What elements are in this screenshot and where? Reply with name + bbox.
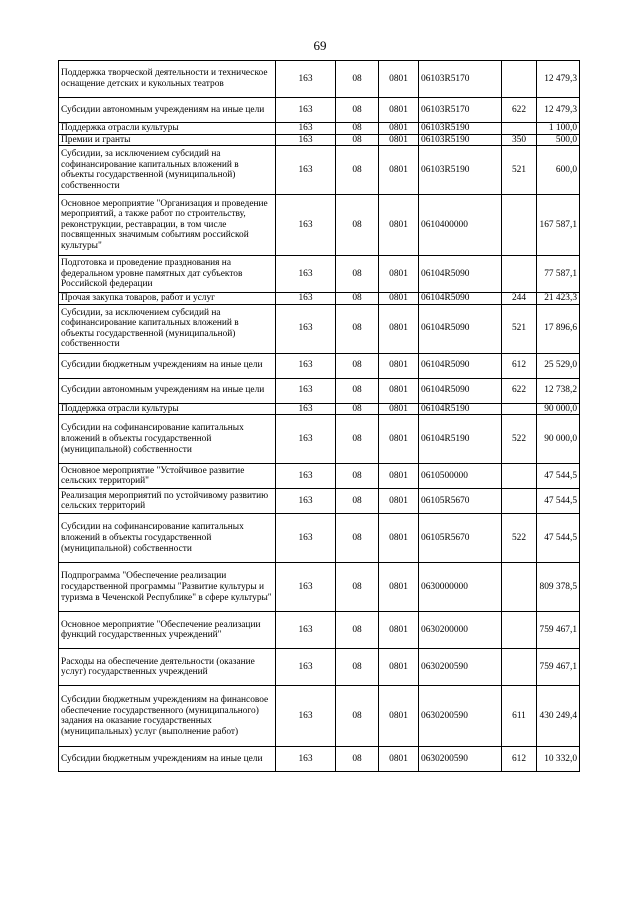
cell-subsection: 0801	[379, 378, 419, 403]
table-row	[59, 612, 580, 649]
cell-department-code: 163	[276, 123, 336, 135]
cell-name: Поддержка отрасли культуры	[59, 123, 276, 135]
cell-amount: 90 000,0	[537, 415, 580, 464]
cell-subsection: 0801	[379, 134, 419, 146]
cell-name: Подпрограмма "Обеспечение реализации государственной программы "Развитие культуры и туризма в Чеченской Республике" в сфере культуры"	[59, 563, 276, 612]
cell-department-code: 163	[276, 415, 336, 464]
budget-table-body	[59, 61, 580, 772]
cell-section: 08	[336, 353, 379, 378]
cell-amount: 430 249,4	[537, 686, 580, 747]
cell-subsection: 0801	[379, 353, 419, 378]
cell-department-code: 163	[276, 686, 336, 747]
cell-section: 08	[336, 195, 379, 256]
cell-department-code: 163	[276, 747, 336, 772]
table-row	[59, 134, 580, 146]
cell-section: 08	[336, 747, 379, 772]
cell-section: 08	[336, 123, 379, 135]
cell-expense-type	[502, 649, 537, 686]
cell-target-article: 0630200000	[419, 612, 502, 649]
cell-subsection: 0801	[379, 415, 419, 464]
cell-name: Субсидии автономным учреждениям на иные цели	[59, 98, 276, 123]
cell-department-code: 163	[276, 195, 336, 256]
cell-amount: 809 378,5	[537, 563, 580, 612]
cell-department-code: 163	[276, 489, 336, 514]
cell-amount: 21 423,3	[537, 293, 580, 305]
cell-name: Субсидии бюджетным учреждениям на финансовое обеспечение государственного (муниципального) задания на оказание государственных (муниципальных) услуг (выполнение работ)	[59, 686, 276, 747]
cell-department-code: 163	[276, 134, 336, 146]
cell-department-code: 163	[276, 98, 336, 123]
cell-section: 08	[336, 403, 379, 415]
cell-target-article: 0630200590	[419, 747, 502, 772]
cell-target-article: 06104R5190	[419, 415, 502, 464]
cell-target-article: 0630200590	[419, 686, 502, 747]
cell-department-code: 163	[276, 612, 336, 649]
table-row	[59, 403, 580, 415]
table-row	[59, 747, 580, 772]
cell-section: 08	[336, 378, 379, 403]
cell-expense-type: 521	[502, 146, 537, 195]
cell-section: 08	[336, 61, 379, 98]
cell-amount: 47 544,5	[537, 514, 580, 563]
table-row	[59, 195, 580, 256]
table-row	[59, 123, 580, 135]
cell-department-code: 163	[276, 514, 336, 563]
cell-department-code: 163	[276, 563, 336, 612]
cell-target-article: 06104R5090	[419, 293, 502, 305]
cell-department-code: 163	[276, 464, 336, 489]
cell-target-article: 0610500000	[419, 464, 502, 489]
table-row	[59, 353, 580, 378]
cell-expense-type	[502, 489, 537, 514]
cell-department-code: 163	[276, 61, 336, 98]
cell-expense-type: 522	[502, 514, 537, 563]
cell-expense-type: 612	[502, 747, 537, 772]
cell-department-code: 163	[276, 649, 336, 686]
cell-section: 08	[336, 649, 379, 686]
cell-target-article: 06105R5670	[419, 514, 502, 563]
cell-target-article: 06104R5090	[419, 378, 502, 403]
cell-target-article: 0630000000	[419, 563, 502, 612]
table-row	[59, 378, 580, 403]
cell-amount: 90 000,0	[537, 403, 580, 415]
cell-name: Субсидии на софинансирование капитальных вложений в объекты государственной (муниципальной) собственности	[59, 415, 276, 464]
cell-amount: 759 467,1	[537, 612, 580, 649]
cell-amount: 25 529,0	[537, 353, 580, 378]
cell-expense-type: 244	[502, 293, 537, 305]
cell-name: Основное мероприятие "Обеспечение реализации функций государственных учреждений"	[59, 612, 276, 649]
cell-subsection: 0801	[379, 649, 419, 686]
cell-section: 08	[336, 98, 379, 123]
cell-expense-type: 522	[502, 415, 537, 464]
cell-department-code: 163	[276, 353, 336, 378]
cell-target-article: 06104R5090	[419, 304, 502, 353]
cell-department-code: 163	[276, 304, 336, 353]
table-row	[59, 415, 580, 464]
cell-expense-type	[502, 61, 537, 98]
cell-subsection: 0801	[379, 98, 419, 123]
cell-name: Расходы на обеспечение деятельности (оказание услуг) государственных учреждений	[59, 649, 276, 686]
cell-expense-type	[502, 563, 537, 612]
cell-name: Субсидии бюджетным учреждениям на иные цели	[59, 747, 276, 772]
cell-expense-type	[502, 403, 537, 415]
cell-amount: 12 738,2	[537, 378, 580, 403]
cell-section: 08	[336, 146, 379, 195]
cell-target-article: 0630200590	[419, 649, 502, 686]
cell-department-code: 163	[276, 403, 336, 415]
cell-section: 08	[336, 293, 379, 305]
cell-subsection: 0801	[379, 293, 419, 305]
cell-department-code: 163	[276, 378, 336, 403]
cell-subsection: 0801	[379, 514, 419, 563]
cell-name: Субсидии автономным учреждениям на иные цели	[59, 378, 276, 403]
cell-expense-type: 521	[502, 304, 537, 353]
cell-subsection: 0801	[379, 612, 419, 649]
cell-target-article: 06104R5090	[419, 256, 502, 293]
cell-name: Основное мероприятие "Организация и проведение мероприятий, а также работ по строительству, реконструкции, реставрации, в том числе посвященных значимым событиям российской культуры"	[59, 195, 276, 256]
cell-expense-type	[502, 464, 537, 489]
table-row	[59, 464, 580, 489]
cell-expense-type: 611	[502, 686, 537, 747]
cell-section: 08	[336, 563, 379, 612]
cell-expense-type: 622	[502, 98, 537, 123]
cell-target-article: 06103R5190	[419, 146, 502, 195]
cell-name: Подготовка и проведение празднования на федеральном уровне памятных дат субъектов Российской федерации	[59, 256, 276, 293]
cell-subsection: 0801	[379, 686, 419, 747]
cell-amount: 10 332,0	[537, 747, 580, 772]
cell-subsection: 0801	[379, 256, 419, 293]
cell-subsection: 0801	[379, 464, 419, 489]
table-row	[59, 61, 580, 98]
cell-department-code: 163	[276, 293, 336, 305]
cell-amount: 12 479,3	[537, 61, 580, 98]
cell-amount: 759 467,1	[537, 649, 580, 686]
cell-name: Субсидии на софинансирование капитальных вложений в объекты государственной (муниципальной) собственности	[59, 514, 276, 563]
cell-target-article: 06103R5170	[419, 61, 502, 98]
table-row	[59, 293, 580, 305]
cell-subsection: 0801	[379, 146, 419, 195]
cell-name: Субсидии, за исключением субсидий на софинансирование капитальных вложений в объекты государственной (муниципальной) собственности	[59, 146, 276, 195]
table-row	[59, 514, 580, 563]
cell-target-article: 0610400000	[419, 195, 502, 256]
cell-subsection: 0801	[379, 61, 419, 98]
cell-expense-type	[502, 612, 537, 649]
cell-amount: 167 587,1	[537, 195, 580, 256]
cell-department-code: 163	[276, 146, 336, 195]
cell-target-article: 06104R5090	[419, 353, 502, 378]
cell-expense-type	[502, 256, 537, 293]
cell-subsection: 0801	[379, 123, 419, 135]
cell-section: 08	[336, 134, 379, 146]
cell-subsection: 0801	[379, 304, 419, 353]
table-row	[59, 256, 580, 293]
table-row	[59, 146, 580, 195]
cell-amount: 1 100,0	[537, 123, 580, 135]
table-row	[59, 563, 580, 612]
cell-target-article: 06104R5190	[419, 403, 502, 415]
cell-subsection: 0801	[379, 403, 419, 415]
cell-section: 08	[336, 256, 379, 293]
cell-name: Поддержка отрасли культуры	[59, 403, 276, 415]
cell-section: 08	[336, 415, 379, 464]
cell-name: Поддержка творческой деятельности и техническое оснащение детских и кукольных театров	[59, 61, 276, 98]
cell-amount: 77 587,1	[537, 256, 580, 293]
cell-department-code: 163	[276, 256, 336, 293]
cell-expense-type: 612	[502, 353, 537, 378]
cell-name: Реализация мероприятий по устойчивому развитию сельских территорий	[59, 489, 276, 514]
cell-target-article: 06103R5190	[419, 134, 502, 146]
cell-subsection: 0801	[379, 489, 419, 514]
cell-section: 08	[336, 464, 379, 489]
cell-expense-type	[502, 123, 537, 135]
cell-section: 08	[336, 304, 379, 353]
table-row	[59, 686, 580, 747]
budget-table	[58, 60, 580, 772]
table-row	[59, 98, 580, 123]
cell-target-article: 06103R5170	[419, 98, 502, 123]
cell-target-article: 06103R5190	[419, 123, 502, 135]
cell-name: Основное мероприятие "Устойчивое развитие сельских территорий"	[59, 464, 276, 489]
cell-section: 08	[336, 489, 379, 514]
cell-expense-type: 622	[502, 378, 537, 403]
cell-amount: 47 544,5	[537, 489, 580, 514]
cell-amount: 47 544,5	[537, 464, 580, 489]
cell-expense-type: 350	[502, 134, 537, 146]
page-number: 69	[313, 38, 327, 53]
table-row	[59, 304, 580, 353]
table-row	[59, 489, 580, 514]
cell-section: 08	[336, 514, 379, 563]
cell-name: Субсидии, за исключением субсидий на софинансирование капитальных вложений в объекты государственной (муниципальной) собственности	[59, 304, 276, 353]
cell-section: 08	[336, 612, 379, 649]
cell-subsection: 0801	[379, 563, 419, 612]
cell-name: Прочая закупка товаров, работ и услуг	[59, 293, 276, 305]
cell-amount: 12 479,3	[537, 98, 580, 123]
cell-amount: 500,0	[537, 134, 580, 146]
cell-section: 08	[336, 686, 379, 747]
cell-amount: 600,0	[537, 146, 580, 195]
cell-subsection: 0801	[379, 195, 419, 256]
cell-target-article: 06105R5670	[419, 489, 502, 514]
cell-expense-type	[502, 195, 537, 256]
cell-name: Премии и гранты	[59, 134, 276, 146]
cell-subsection: 0801	[379, 747, 419, 772]
table-row	[59, 649, 580, 686]
cell-amount: 17 896,6	[537, 304, 580, 353]
cell-name: Субсидии бюджетным учреждениям на иные цели	[59, 353, 276, 378]
